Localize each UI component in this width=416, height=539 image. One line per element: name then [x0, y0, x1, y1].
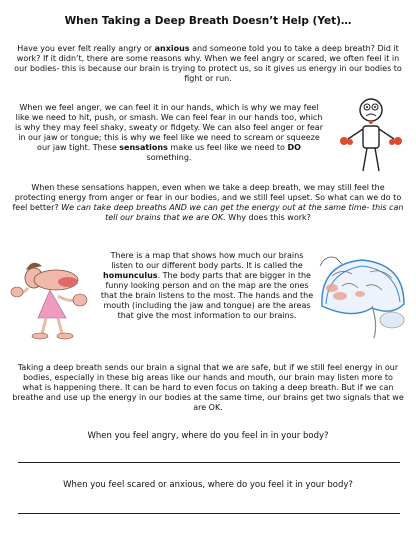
homunculus-figure-illustration — [8, 250, 100, 342]
intro-paragraph — [14, 44, 402, 84]
answer-line-scared[interactable] — [18, 513, 400, 514]
sensations-paragraph — [12, 183, 404, 223]
homunculus-paragraph — [100, 251, 314, 321]
breath-text: Taking a deep breath sends our brain a signal that we are safe, but if we still feel energy in our bodies, especially in these big areas like our hands and mouth, our brain may listen more to what is happening there. It can be hard to even focus on taking a deep breath. But if we can breathe and use up the energy in our bodies at the same time, our brains get two signals that we are OK. — [12, 363, 404, 412]
anger-bold-sensations: sensations — [119, 143, 168, 152]
map-text-2: . The body parts that are bigger in the funny looking person and on the map are the ones that the brain listens to the most. The hands and the mouth (including the jaw and tongue) are the areas that give the most information to our brains. — [100, 271, 314, 320]
anger-paragraph — [14, 103, 324, 163]
sensations-text-1: When these sensations happen, even when we take a deep breath, we may still feel the protecting energy from anger or fear in our bodies, and we still feel upset. So what can we do to feel better? — [12, 183, 402, 212]
map-text-1: There is a map that shows how much our brains listen to our different body parts. It is called the — [110, 251, 304, 270]
intro-text-1: Have you ever felt really angry or — [17, 44, 155, 53]
sensations-italic: We can take deep breaths AND we can get the energy out at the same time- this can tell our brains that we are OK. — [61, 203, 404, 222]
anger-bold-do: DO — [287, 143, 301, 152]
question-scared: When you feel scared or anxious, where do you feel it in your body? — [63, 480, 353, 490]
page-title: When Taking a Deep Breath Doesn’t Help (Yet)… — [64, 15, 352, 27]
sensations-text-2: Why does this work? — [225, 213, 311, 222]
question-angry: When you feel angry, where do you feel in in your body? — [87, 431, 329, 441]
angry-stick-figure-illustration — [330, 95, 412, 177]
intro-bold-anxious: anxious — [154, 44, 190, 53]
answer-line-angry[interactable] — [18, 462, 400, 463]
deep-breath-paragraph — [12, 363, 404, 413]
anger-text-1: When we feel anger, we can feel it in our hands, which is why we may feel like we need to hit, push, or smash. We can feel fear in our hands too, which is why they may feel shaky, sweaty or fidgety. We can also feel anger or fear in our jaw or tongue; this is why we feel like we need to scream or squeeze our jaw tight. These — [15, 103, 323, 152]
map-bold-homunculus: homunculus — [103, 271, 158, 280]
anger-text-2: make us feel like we need to — [167, 143, 288, 152]
anger-text-3: something. — [146, 153, 192, 162]
intro-text-2: and someone told you to take a deep breath? Did it work? If it didn’t, there are some reasons why. When we feel angry or scared, we often feel it in our bodies- this is because our brain is trying to protect us, so it gives us energy in our bodies to fight or run. — [14, 44, 402, 83]
brain-homunculus-map-illustration — [312, 246, 412, 346]
